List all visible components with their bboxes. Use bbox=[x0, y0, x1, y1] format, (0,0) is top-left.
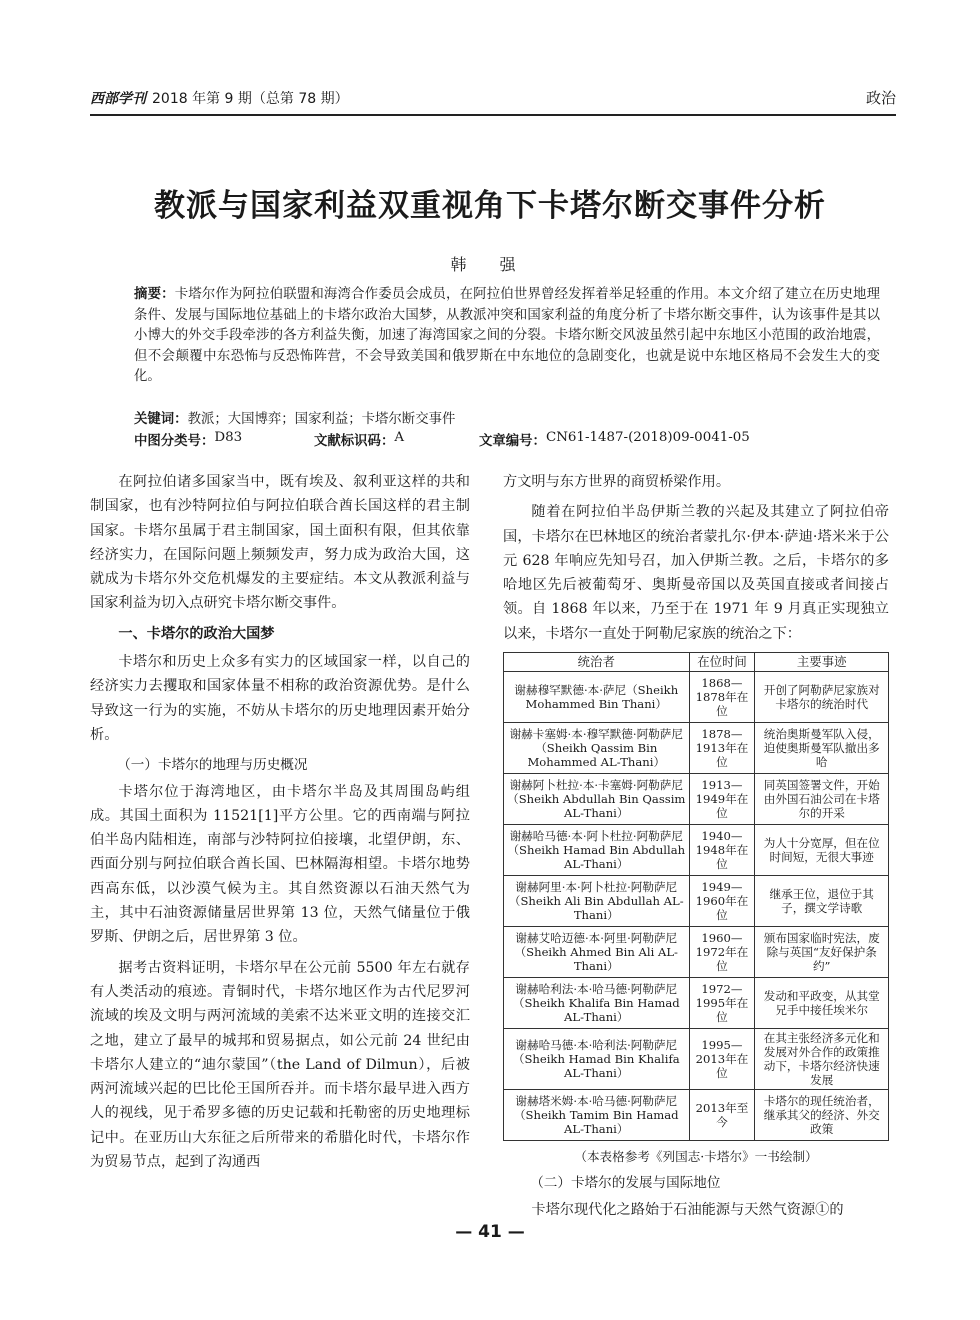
reign-period: 1868—1878年在位 bbox=[689, 672, 755, 723]
table-row bbox=[504, 876, 889, 927]
abstract-label: 摘要： bbox=[134, 287, 175, 302]
subsection1-paragraph-1: 卡塔尔位于海湾地区，由卡塔尔半岛及其周围岛屿组成。其国土面积为 11521[1]平方公里。它的西南端与阿拉伯半岛内陆相连，南部与沙特阿拉伯接壤，北望伊朗，东、西面分别与阿拉伯联合酋长国、巴林隔海相望。卡塔尔地势西高东低，以沙漠气候为主。其自然资源以石油天然气为主，其中石油资源储量居世界第 13 位，天然气储量位于俄罗斯、伊朗之后，居世界第 3 位。 bbox=[90, 783, 470, 946]
reign-period: 1949—1960年在位 bbox=[689, 876, 755, 927]
keywords-label: 关键词： bbox=[134, 412, 188, 427]
subsection1-heading: （一）卡塔尔的地理与历史概况 bbox=[117, 757, 308, 774]
section1-heading: 一、卡塔尔的政治大国梦 bbox=[118, 625, 275, 642]
table-row bbox=[504, 825, 889, 876]
ruler-name: 谢赫穆罕默德·本·萨尼（Sheikh Mohammed Bin Thani） bbox=[504, 672, 690, 723]
main-deeds: 继承王位，退位于其子，撰文学诗歌 bbox=[755, 876, 889, 927]
main-deeds: 开创了阿勒萨尼家族对卡塔尔的统治时代 bbox=[755, 672, 889, 723]
table-row bbox=[504, 774, 889, 825]
main-deeds: 颁布国家临时宪法，废除与英国“友好保护条约” bbox=[755, 927, 889, 978]
ruler-name: 谢赫哈利法·本·哈马德·阿勒萨尼（Sheikh Khalifa Bin Hamad AL-Thani） bbox=[504, 978, 690, 1029]
main-deeds: 发动和平政变，从其堂兄手中接任埃米尔 bbox=[755, 978, 889, 1029]
reign-period: 1972—1995年在位 bbox=[689, 978, 755, 1029]
page-number: — 41 — bbox=[455, 1222, 525, 1242]
ruler-name: 谢赫哈马德·本·哈利法·阿勒萨尼（Sheikh Hamad Bin Khalifa AL-Thani） bbox=[504, 1029, 690, 1090]
subsection1-paragraph-2: 据考古资料证明，卡塔尔早在公元前 5500 年左右就存有人类活动的痕迹。青铜时代，卡塔尔地区作为古代尼罗河流域的埃及文明与两河流域的美索不达米亚文明的连接交汇之地，建立了最早的城邦和贸易据点，如公元前 24 世纪由卡塔尔人建立的“迪尔蒙国”（the Land of Dilmun），后被两河流域兴起的巴比伦王国所吞并。而卡塔尔最早进入西方人的视线，见于希罗多德的历史记载和托勒密的历史地理标记中。在亚历山大东征之后所带来的希腊化时代，卡塔尔作为贸易节点，起到了沟通西 bbox=[90, 959, 470, 1171]
clc bbox=[134, 430, 243, 449]
table-header: 主要事迹 bbox=[755, 653, 889, 672]
continued-paragraph: 方文明与东方世界的商贸桥梁作用。 bbox=[503, 474, 731, 490]
main-deeds: 统治奥斯曼军队入侵，迫使奥斯曼军队撤出多哈 bbox=[755, 723, 889, 774]
article-no-value: CN61-1487-(2018)09-0041-05 bbox=[545, 430, 750, 445]
table-row bbox=[504, 672, 889, 723]
table-row bbox=[504, 723, 889, 774]
article-no-label: 文章编号： bbox=[479, 434, 546, 449]
article-author: 韩 强 bbox=[450, 255, 530, 274]
rulers-table bbox=[503, 652, 889, 1141]
table-row bbox=[504, 978, 889, 1029]
section1-paragraph: 卡塔尔和历史上众多有实力的区域国家一样，以自己的经济实力去攫取和国家体量不相称的政治资源优势。是什么导致这一行为的实施，不妨从卡塔尔的历史地理因素开始分析。 bbox=[90, 654, 470, 743]
ruler-name: 谢赫哈马德·本·阿卜杜拉·阿勒萨尼（Sheikh Hamad Bin Abdullah AL-Thani） bbox=[504, 825, 690, 876]
classification-line bbox=[134, 430, 880, 450]
journal-logo: 西部学刊 bbox=[90, 91, 146, 107]
table-header: 在位时间 bbox=[689, 653, 755, 672]
subsection2-paragraph: 卡塔尔现代化之路始于石油能源与天然气资源①的 bbox=[531, 1201, 844, 1218]
section-label: 政治 bbox=[865, 89, 896, 107]
page-header bbox=[90, 86, 896, 116]
table-header-row bbox=[504, 653, 889, 672]
ruler-name: 谢赫阿里·本·阿卜杜拉·阿勒萨尼（Sheikh Ali Bin Abdullah AL-Thani） bbox=[504, 876, 690, 927]
clc-label: 中图分类号： bbox=[134, 434, 215, 449]
reign-period: 1913—1949年在位 bbox=[689, 774, 755, 825]
main-deeds: 同英国签署文件，开始由外国石油公司在卡塔尔的开采 bbox=[755, 774, 889, 825]
article-no bbox=[479, 430, 750, 449]
abstract-text: 卡塔尔作为阿拉伯联盟和海湾合作委员会成员，在阿拉伯世界曾经发挥着举足轻重的作用。本文介绍了建立在历史地理条件、发展与国际地位基础上的卡塔尔政治大国梦，从教派冲突和国家利益的角度分析了卡塔尔断交事件，认为该事件是其以小博大的外交手段牵涉的各方利益失衡，加速了海湾国家之间的分裂。卡塔尔断交风波虽然引起中东地区小范围的政治地震，但不会颠覆中东恐怖与反恐怖阵营，不会导致美国和俄罗斯在中东地位的急剧变化，也就是说中东地区格局不会发生大的变化。 bbox=[134, 287, 880, 384]
table-row bbox=[504, 1090, 889, 1141]
article-title: 教派与国家利益双重视角下卡塔尔断交事件分析 bbox=[154, 188, 826, 224]
reign-period: 1878—1913年在位 bbox=[689, 723, 755, 774]
main-deeds: 在其主张经济多元化和发展对外合作的政策推动下，卡塔尔经济快速发展 bbox=[755, 1029, 889, 1090]
subsection2-heading: （二）卡塔尔的发展与国际地位 bbox=[530, 1175, 721, 1192]
table-note: （本表格参考《列国志·卡塔尔》一书绘制） bbox=[574, 1149, 818, 1165]
reign-period: 2013年至今 bbox=[689, 1090, 755, 1141]
ruler-name: 谢赫塔米姆·本·哈马德·阿勒萨尼（Sheikh Tamim Bin Hamad AL-Thani） bbox=[504, 1090, 690, 1141]
clc-value: D83 bbox=[214, 430, 243, 445]
journal-info bbox=[90, 88, 349, 108]
doc-code-label: 文献标识码： bbox=[314, 434, 395, 449]
abstract bbox=[110, 285, 880, 388]
keywords bbox=[134, 408, 880, 427]
journal-issue: 2018 年第 9 期（总第 78 期） bbox=[152, 91, 349, 107]
main-deeds: 为人十分宽厚，但在位时间短，无很大事迹 bbox=[755, 825, 889, 876]
ruler-name: 谢赫阿卜杜拉·本·卡塞姆·阿勒萨尼（Sheikh Abdullah Bin Qassim AL-Thani） bbox=[504, 774, 690, 825]
main-deeds: 卡塔尔的现任统治者，继承其父的经济、外交政策 bbox=[755, 1090, 889, 1141]
reign-period: 1995—2013年在位 bbox=[689, 1029, 755, 1090]
table-row bbox=[504, 1029, 889, 1090]
ruler-name: 谢赫卡塞姆·本·穆罕默德·阿勒萨尼（Sheikh Qassim Bin Mohammed AL-Thani） bbox=[504, 723, 690, 774]
table-row bbox=[504, 927, 889, 978]
history-paragraph: 随着在阿拉伯半岛伊斯兰教的兴起及其建立了阿拉伯帝国，卡塔尔在巴林地区的统治者蒙扎尔·伊本·萨迪·塔米米于公元 628 年响应先知号召，加入伊斯兰教。之后，卡塔尔的多哈地区先后被葡萄牙、奥斯曼帝国以及英国直接或者间接占领。自 1868 年以来，乃至于在 1971 年 9 月真正实现独立以来，卡塔尔一直处于阿勒尼家族的统治之下： bbox=[503, 504, 889, 642]
doc-code-value: A bbox=[394, 430, 405, 445]
table-header: 统治者 bbox=[504, 653, 690, 672]
reign-period: 1940—1948年在位 bbox=[689, 825, 755, 876]
reign-period: 1960—1972年在位 bbox=[689, 927, 755, 978]
doc-code bbox=[314, 430, 405, 449]
keywords-text: 教派；大国博弈；国家利益；卡塔尔断交事件 bbox=[187, 412, 456, 427]
ruler-name: 谢赫艾哈迈德·本·阿里·阿勒萨尼（Sheikh Ahmed Bin Ali AL-Thani） bbox=[504, 927, 690, 978]
right-column bbox=[503, 470, 889, 1228]
intro-paragraph: 在阿拉伯诸多国家当中，既有埃及、叙利亚这样的共和制国家，也有沙特阿拉伯与阿拉伯联合酋长国这样的君主制国家。卡塔尔虽属于君主制国家，国土面积有限，但其依靠经济实力，在国际问题上频频发声，努力成为政治大国，这就成为卡塔尔外交危机爆发的主要症结。本文从教派利益与国家利益为切入点研究卡塔尔断交事件。 bbox=[90, 474, 470, 612]
left-column bbox=[90, 470, 470, 1180]
